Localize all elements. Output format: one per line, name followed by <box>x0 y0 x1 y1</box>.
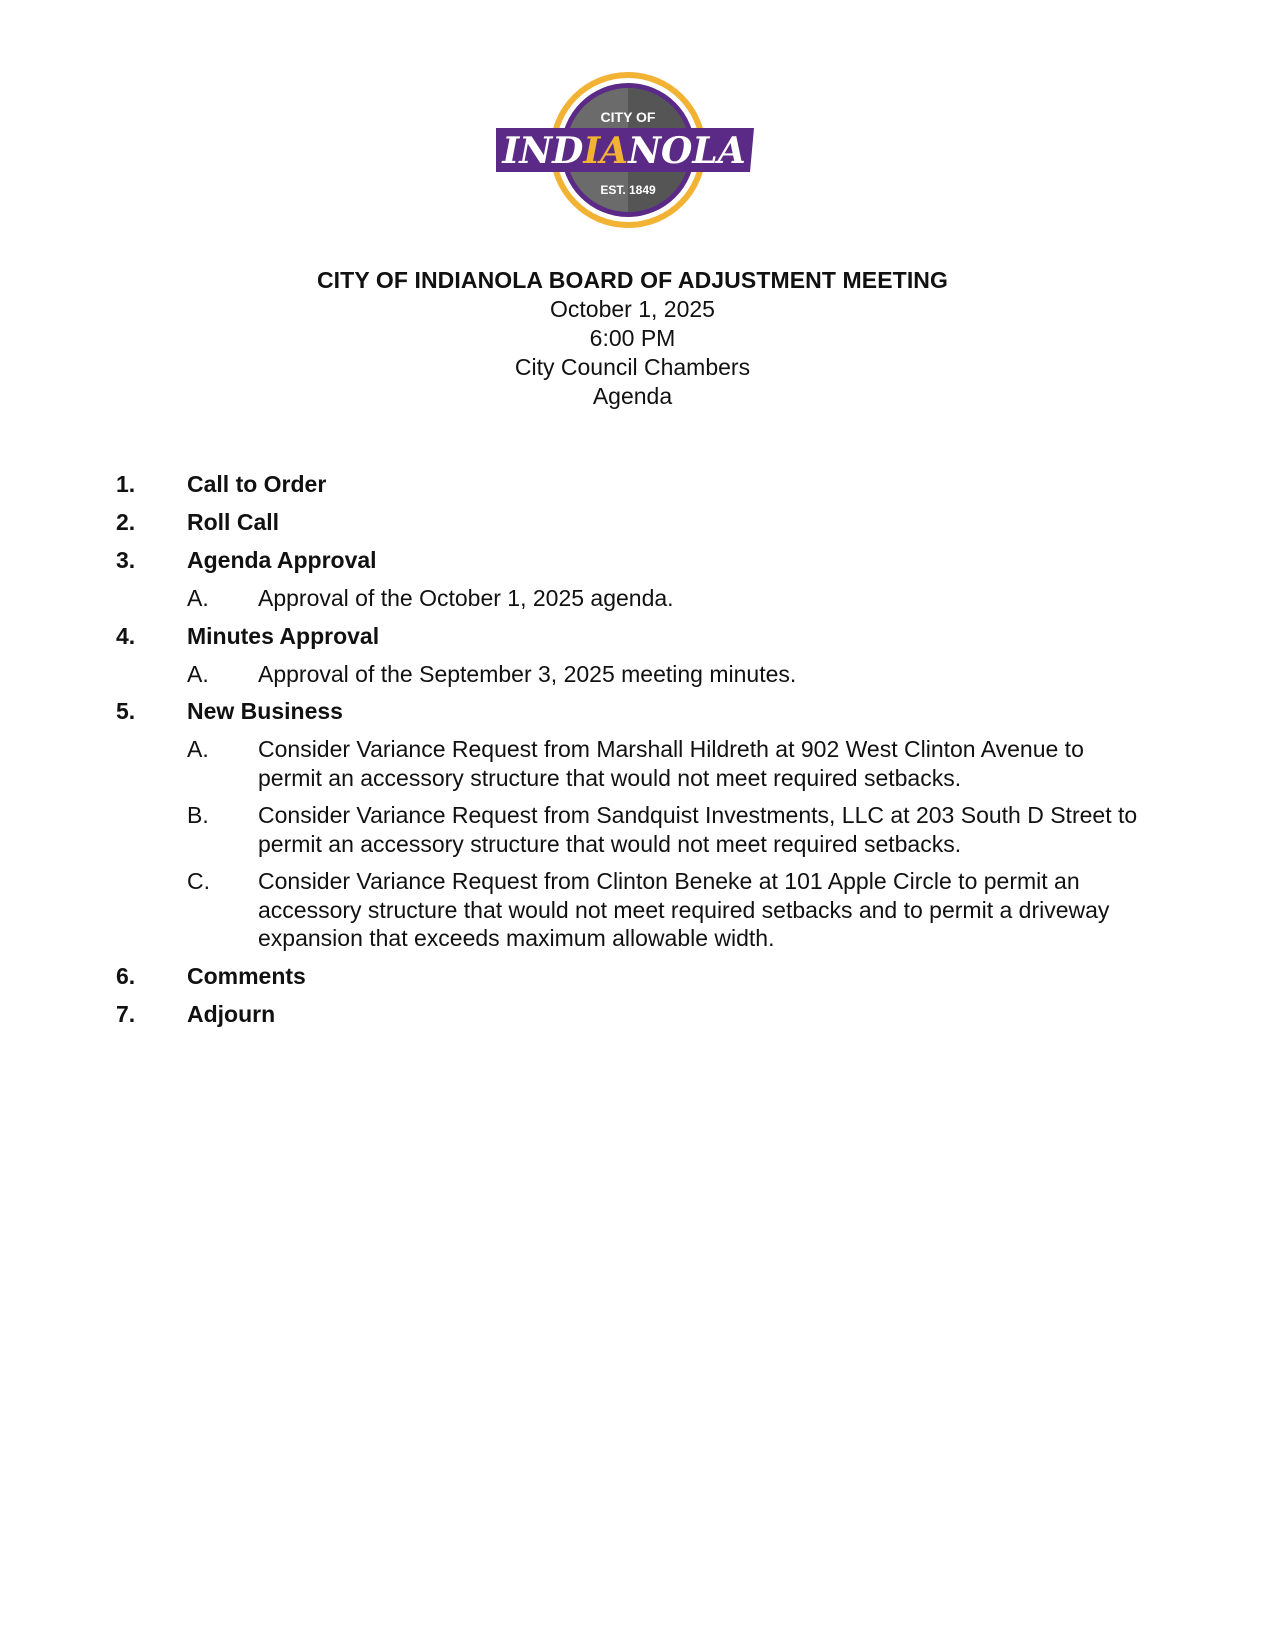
agenda-item-roll-call <box>116 508 1146 536</box>
meeting-time: 6:00 PM <box>589 325 676 351</box>
item-label: Adjourn <box>187 1000 276 1027</box>
subitem-text: Consider Variance Request from Sandquist Investments, LLC at 203 South D Street to permit an accessory structure that would not meet required setbacks. <box>258 802 1138 857</box>
subitem-letter: A. <box>187 585 209 611</box>
item-label: Call to Order <box>187 471 327 497</box>
item-number: 7. <box>116 1000 136 1027</box>
agenda-item-minutes-approval <box>116 622 1146 650</box>
subitem-letter: B. <box>187 802 209 828</box>
agenda-item-call-to-order <box>116 470 1146 498</box>
item-label: Comments <box>187 962 306 989</box>
agenda-list <box>116 470 1146 1038</box>
subitem-letter: A. <box>187 660 209 687</box>
item-label: Roll Call <box>187 509 280 535</box>
agenda-item-agenda-approval <box>116 546 1146 574</box>
meeting-location: City Council Chambers <box>514 354 751 380</box>
meeting-title: CITY OF INDIANOLA BOARD OF ADJUSTMENT MEETING <box>316 267 949 293</box>
item-label: Agenda Approval <box>187 547 377 573</box>
item-number: 2. <box>116 509 136 535</box>
agenda-header <box>0 266 1265 411</box>
meeting-date: October 1, 2025 <box>550 296 715 322</box>
item-number: 3. <box>116 547 136 573</box>
item-label: New Business <box>187 698 343 724</box>
subitem-text: Consider Variance Request from Clinton Beneke at 101 Apple Circle to permit an accessory structure that would not meet required setbacks and to permit a driveway expansion that exceeds maximum allowable width. <box>258 868 1110 951</box>
item-number: 4. <box>116 622 136 649</box>
logo-top-text: CITY OF <box>600 109 656 125</box>
document-type: Agenda <box>592 383 673 409</box>
item-number: 6. <box>116 962 136 989</box>
city-seal-icon <box>496 70 766 240</box>
item-number: 1. <box>116 471 136 497</box>
agenda-subitem <box>187 660 1146 689</box>
agenda-subitem <box>187 584 1146 613</box>
agenda-item-adjourn <box>116 1000 1146 1028</box>
subitem-text: Approval of the October 1, 2025 agenda. <box>258 585 674 611</box>
item-number: 5. <box>116 698 136 724</box>
subitem-text: Approval of the September 3, 2025 meeting minutes. <box>258 660 797 687</box>
subitem-text: Consider Variance Request from Marshall Hildreth at 902 West Clinton Avenue to permit an accessory structure that would not meet required setbacks. <box>258 736 1084 791</box>
agenda-subitem <box>187 801 1146 858</box>
agenda-subitem <box>187 735 1146 792</box>
agenda-item-new-business <box>116 697 1146 725</box>
logo-bottom-text: EST. 1849 <box>600 183 656 197</box>
subitem-letter: C. <box>187 868 210 894</box>
item-label: Minutes Approval <box>187 622 380 649</box>
agenda-subitem <box>187 867 1146 953</box>
agenda-item-comments <box>116 962 1146 990</box>
logo-main-text: INDIANOLA <box>502 130 746 172</box>
subitem-letter: A. <box>187 736 209 762</box>
city-logo <box>496 70 766 240</box>
